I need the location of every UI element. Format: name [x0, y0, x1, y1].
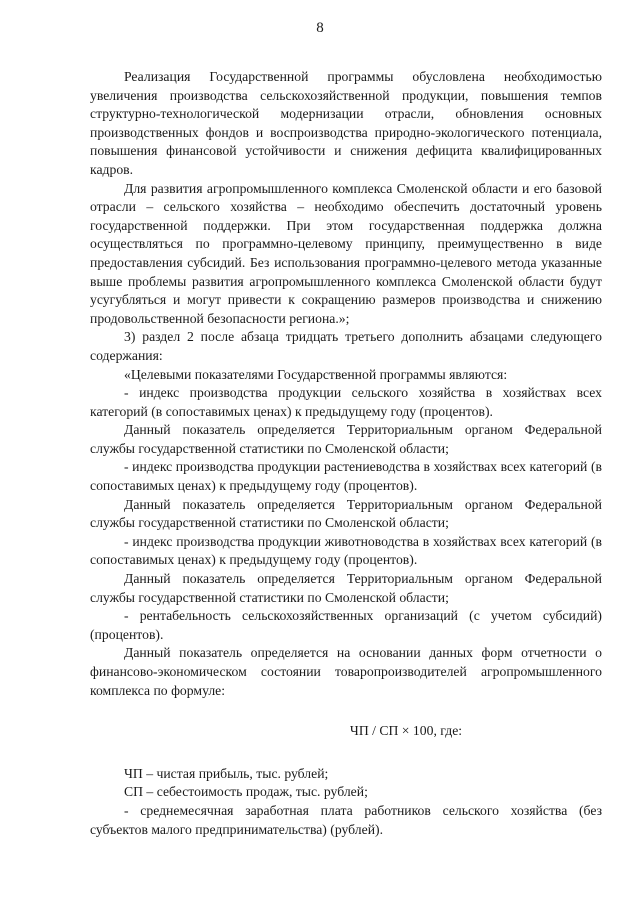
paragraph-livestock-index: - индекс производства продукции животноводства в хозяйствах всех категорий (в сопоставимых ценах) к предыдущему году (процентов). [90, 533, 602, 568]
profitability-formula: ЧП / СП × 100, где: [349, 723, 463, 739]
paragraph-crop-index: - индекс производства продукции растениеводства в хозяйствах всех категорий (в сопоставимых ценах) к предыдущему году (процентов). [90, 459, 602, 494]
paragraph-profitability: - рентабельность сельскохозяйственных организаций (с учетом субсидий) (процентов). [90, 608, 602, 642]
paragraph-target-indicators-intro: «Целевыми показателями Государственной программы являются: [124, 366, 508, 382]
paragraph-profitability-source: Данный показатель определяется на основании данных форм отчетности о финансово-экономическом состоянии товаропроизводителей агропромышленного комплекса по формуле: [90, 645, 602, 698]
definition-cost-of-sales: СП – себестоимость продаж, тыс. рублей; [124, 784, 368, 800]
page-number: 8 [316, 20, 324, 36]
paragraph-amendment-item-3: 3) раздел 2 после абзаца тридцать третьего дополнить абзацами следующего содержания: [90, 329, 602, 363]
definition-net-profit: ЧП – чистая прибыль, тыс. рублей; [124, 765, 329, 781]
document-body [90, 68, 602, 839]
paragraph-livestock-index-source: Данный показатель определяется Территориальным органом Федеральной службы государственной статистики по Смоленской области; [90, 571, 602, 605]
paragraph-average-salary: - среднемесячная заработная плата работников сельского хозяйства (без субъектов малого предпринимательства) (рублей). [90, 802, 602, 837]
paragraph-agriculture-index: - индекс производства продукции сельского хозяйства в хозяйствах всех категорий (в сопоставимых ценах) к предыдущему году (процентов). [90, 385, 602, 419]
paragraph-agriculture-index-source: Данный показатель определяется Территориальным органом Федеральной службы государственной статистики по Смоленской области; [90, 422, 602, 456]
paragraph-crop-index-source: Данный показатель определяется Территориальным органом Федеральной службы государственной статистики по Смоленской области; [90, 496, 602, 531]
paragraph-state-support: Для развития агропромышленного комплекса Смоленской области и его базовой отрасли – сельского хозяйства – необходимо обеспечить достаточный уровень государственной поддержки. При этом государственная поддержка должна осуществляться по программно-целевому принципу, преимущественно в виде предоставления субсидий. Без использования программно-целевого метода указанные выше проблемы развития агропромышленного комплекса Смоленской области будут усугубляться и могут привести к сокращению размеров производства и снижению продовольственной безопасности региона.»; [90, 180, 602, 326]
paragraph-program-rationale: Реализация Государственной программы обусловлена необходимостью увеличения производства сельскохозяйственной продукции, повышения темпов структурно-технологической модернизации отрасли, обновления основных производственных фондов и воспроизводства природно-экологического потенциала, повышения финансовой устойчивости и снижения дефицита квалифицированных кадров. [90, 69, 602, 177]
